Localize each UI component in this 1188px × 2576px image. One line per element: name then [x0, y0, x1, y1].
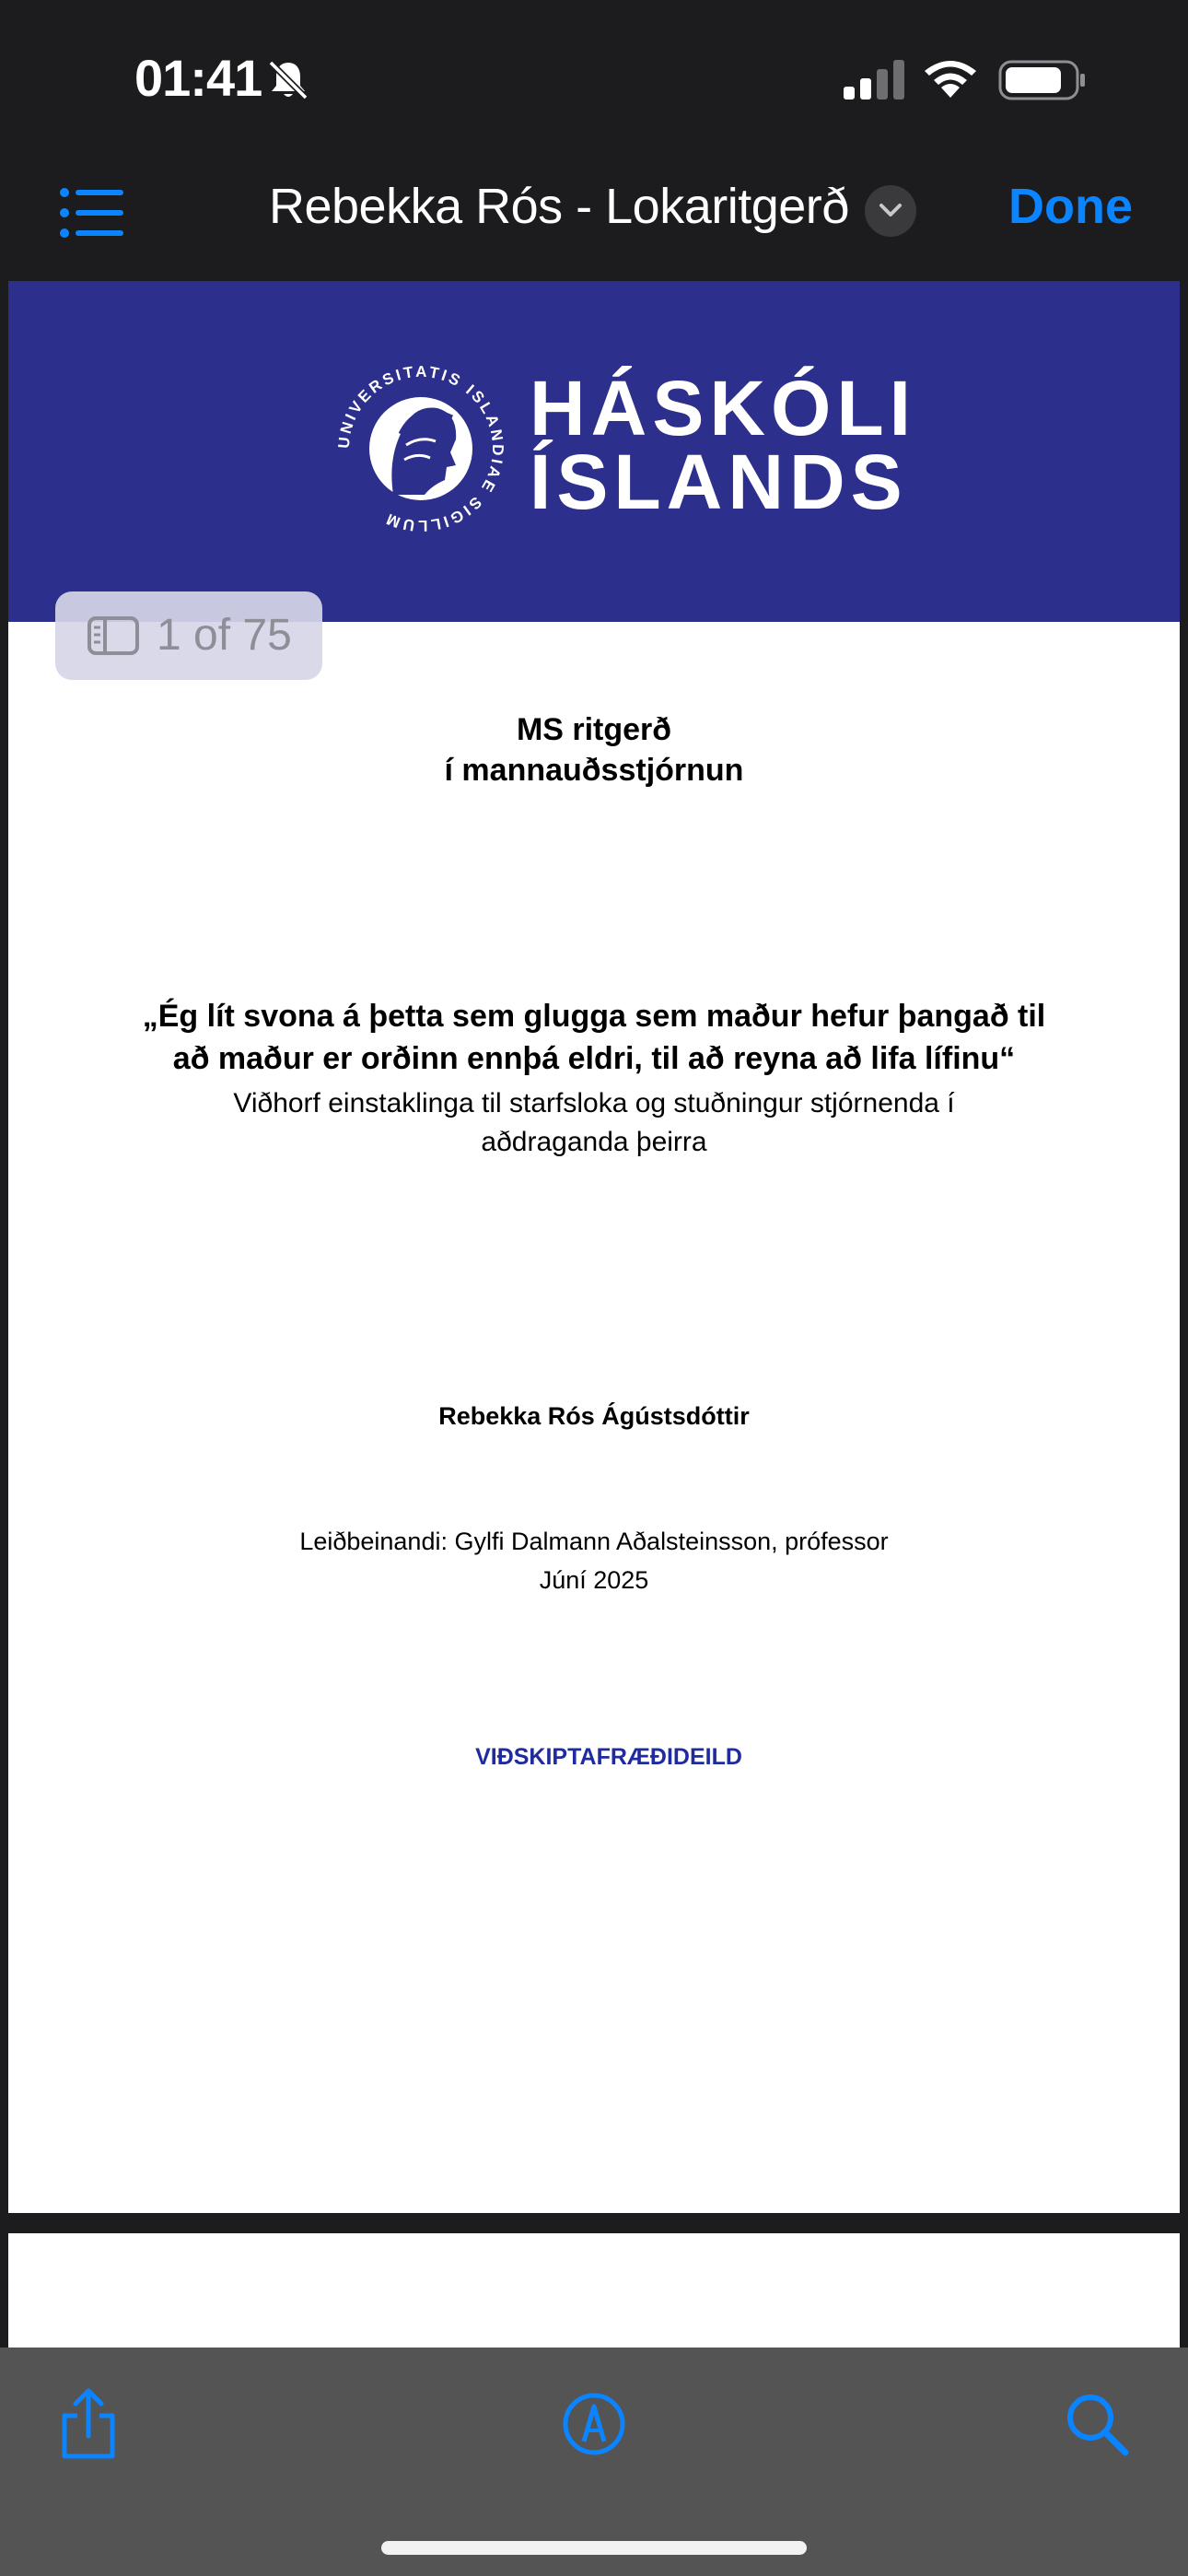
document-viewer[interactable]: [0, 281, 1188, 2348]
chevron-down-icon[interactable]: [865, 185, 916, 237]
thesis-subtitle-line2: aðdraganda þeirra: [481, 1127, 707, 1157]
university-name-line1: HÁSKÓLI: [530, 365, 916, 451]
university-banner: [8, 281, 1180, 622]
status-bar: [0, 0, 1188, 152]
bell-slash-icon: [265, 57, 311, 103]
degree-line2: í mannauðsstjórnun: [444, 753, 744, 788]
degree-line1: MS ritgerð: [516, 712, 672, 747]
document-title[interactable]: Rebekka Rós - Lokaritgerð: [269, 179, 849, 234]
wifi-icon: [921, 55, 980, 101]
author-name: Rebekka Rós Ágústsdóttir: [438, 1402, 750, 1430]
thesis-title: [8, 995, 1180, 1080]
department-name: VIÐSKIPTAFRÆÐIDEILD: [475, 1744, 742, 1770]
sidebar-icon: [87, 615, 140, 656]
thesis-subtitle-line1: Viðhorf einstaklinga til starfsloka og stuðningur stjórnenda í: [233, 1088, 955, 1118]
university-name: [530, 365, 916, 525]
university-seal-icon: [329, 357, 513, 541]
page-indicator[interactable]: [55, 591, 322, 680]
home-indicator[interactable]: [381, 2541, 807, 2555]
thesis-title-line1: „Ég lít svona á þetta sem glugga sem maður hefur þangað til: [142, 999, 1046, 1034]
document-page-1[interactable]: [8, 281, 1180, 2213]
signal-icon: [842, 59, 906, 101]
thesis-subtitle: [8, 1084, 1180, 1162]
document-page-2[interactable]: [8, 2233, 1180, 2348]
advisor-line: Leiðbeinandi: Gylfi Dalmann Aðalsteinsson, prófessor: [299, 1528, 889, 1555]
university-name-line2: ÍSLANDS: [530, 439, 908, 525]
battery-icon: [998, 59, 1087, 101]
share-icon[interactable]: [57, 2388, 120, 2460]
nav-bar: [0, 152, 1188, 281]
status-time: 01:41: [134, 49, 262, 107]
thesis-title-line2: að maður er orðinn ennþá eldri, til að reyna að lifa lífinu“: [172, 1041, 1016, 1076]
advisor-block: [8, 1522, 1180, 1599]
submission-date: Júní 2025: [539, 1566, 649, 1594]
done-button[interactable]: Done: [1008, 179, 1133, 234]
markup-icon[interactable]: [562, 2392, 626, 2456]
list-icon[interactable]: [59, 185, 125, 240]
seal-text: UNIVERSITATIS ISLANDIAE SIGILLUM: [334, 362, 507, 535]
bottom-toolbar: [0, 2348, 1188, 2576]
search-icon[interactable]: [1065, 2392, 1129, 2456]
degree-heading: [8, 709, 1180, 790]
page-indicator-text: 1 of 75: [157, 611, 292, 660]
